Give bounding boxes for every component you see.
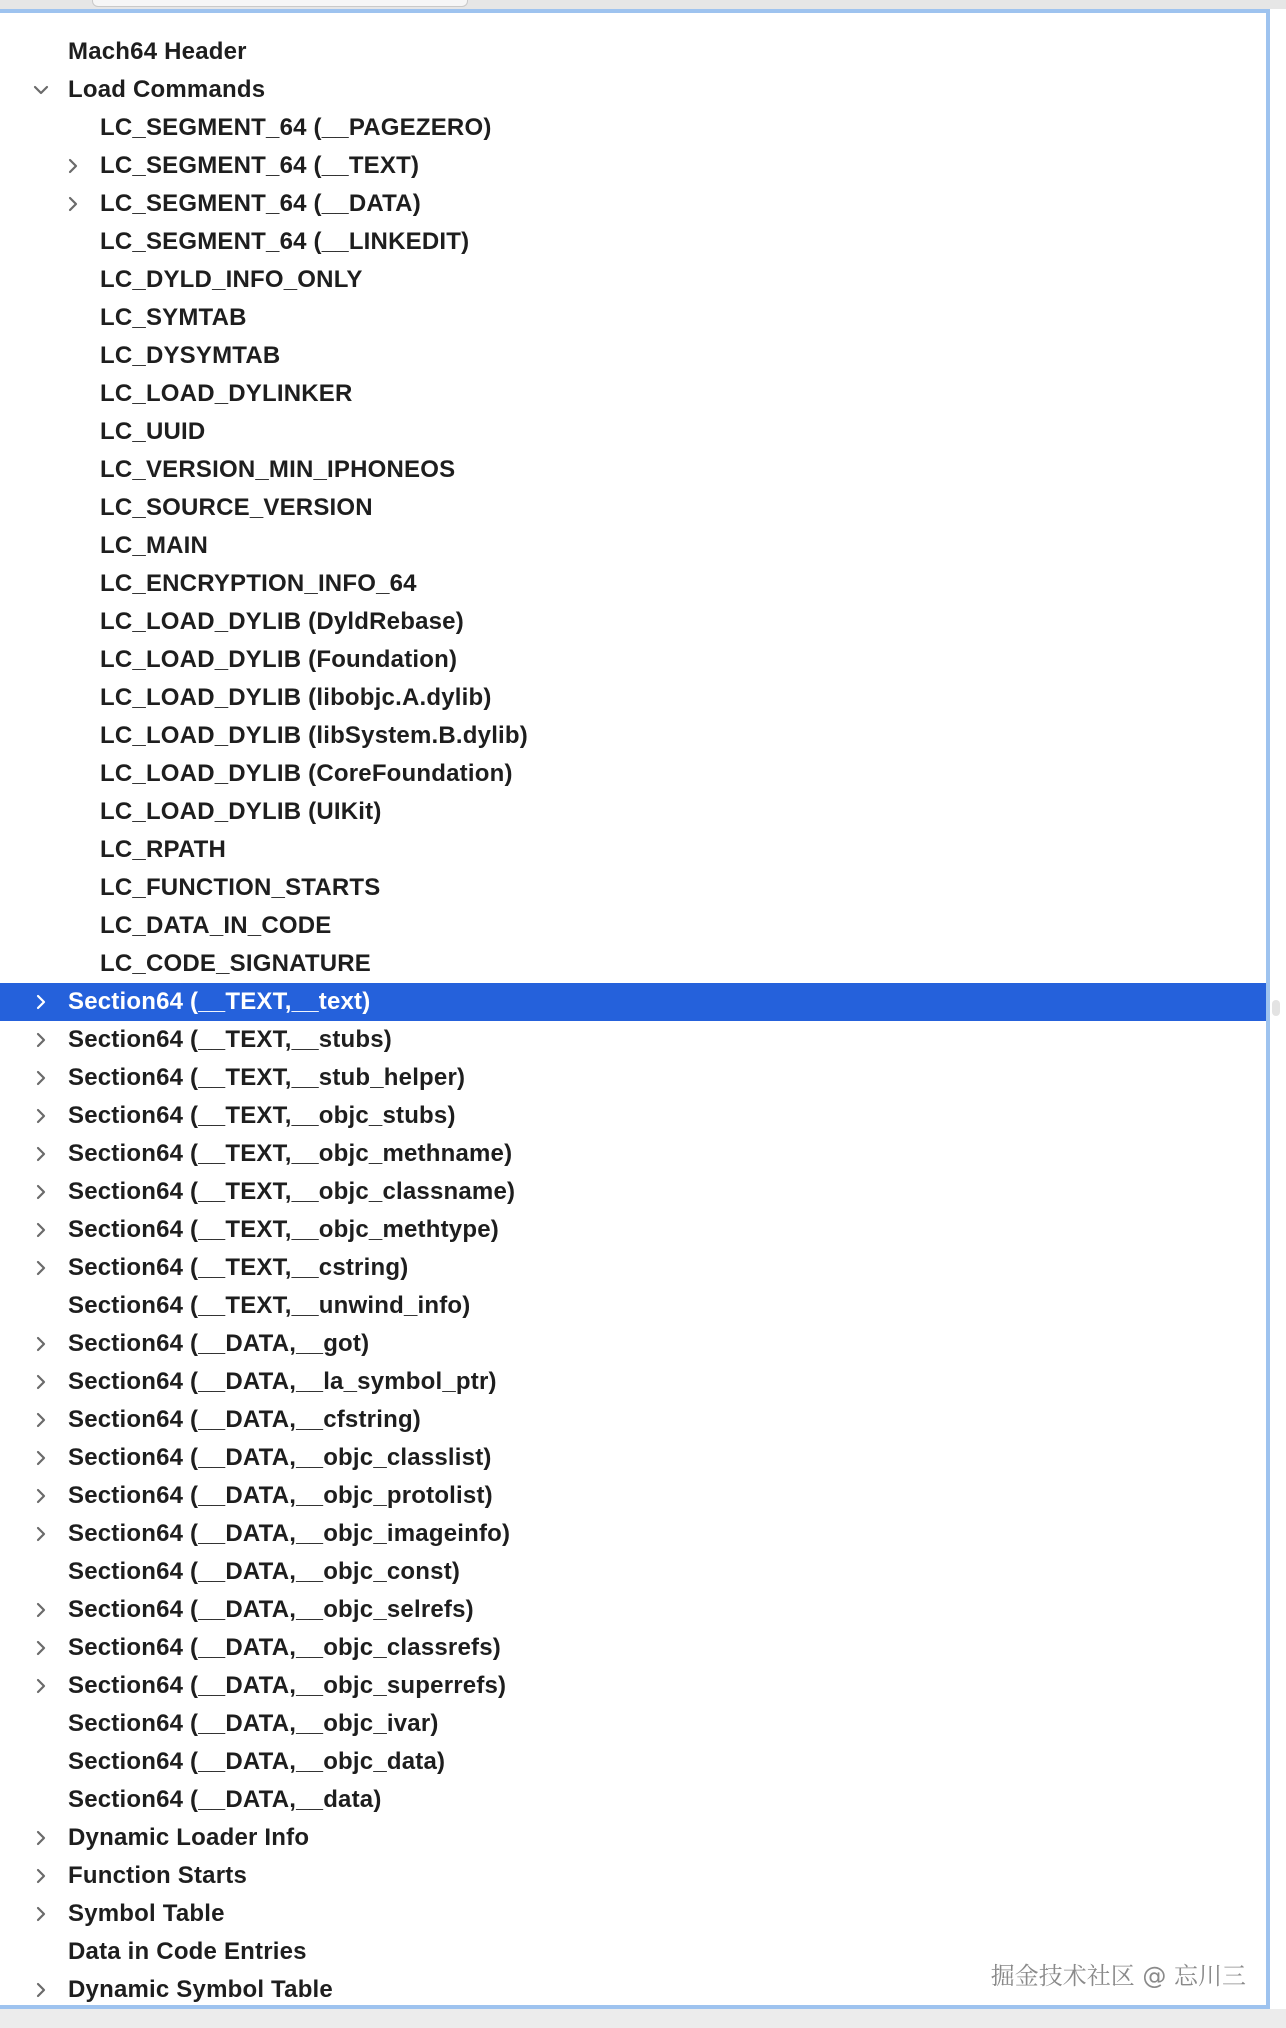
tree-list <box>0 33 1266 2009</box>
tree-row-label: LC_LOAD_DYLIB (CoreFoundation) <box>100 760 513 787</box>
chevron-right-icon[interactable] <box>32 1183 50 1201</box>
tree-row-label: Section64 (__DATA,__cfstring) <box>68 1406 421 1433</box>
tree-row[interactable] <box>0 527 1266 565</box>
tree-row-label: Function Starts <box>68 1862 248 1889</box>
chevron-right-icon[interactable] <box>32 1373 50 1391</box>
tree-row-label: Section64 (__DATA,__got) <box>68 1330 370 1357</box>
tree-row-label: Section64 (__TEXT,__text) <box>68 988 371 1015</box>
tree-row-label: LC_SEGMENT_64 (__LINKEDIT) <box>100 228 470 255</box>
window-bottom-bar <box>0 2009 1286 2028</box>
tree-row[interactable] <box>0 185 1266 223</box>
tree-row-label: LC_LOAD_DYLIB (libobjc.A.dylib) <box>100 684 492 711</box>
tree-row-label: Section64 (__TEXT,__objc_methname) <box>68 1140 513 1167</box>
tree-row-label: Mach64 Header <box>68 38 247 65</box>
top-tab[interactable] <box>92 0 468 7</box>
chevron-right-icon[interactable] <box>32 1107 50 1125</box>
tree-row[interactable] <box>0 147 1266 185</box>
tree-row[interactable] <box>0 717 1266 755</box>
tree-row[interactable] <box>0 1477 1266 1515</box>
tree-row-label: Section64 (__DATA,__objc_ivar) <box>68 1710 439 1737</box>
tree-row[interactable] <box>0 641 1266 679</box>
tree-row-label: LC_VERSION_MIN_IPHONEOS <box>100 456 456 483</box>
tree-row[interactable] <box>0 1895 1266 1933</box>
outline-view[interactable] <box>0 9 1270 2009</box>
tree-row[interactable] <box>0 831 1266 869</box>
tree-row-label: LC_MAIN <box>100 532 209 559</box>
tree-row-label: Section64 (__DATA,__objc_classrefs) <box>68 1634 501 1661</box>
chevron-right-icon[interactable] <box>32 1601 50 1619</box>
chevron-right-icon[interactable] <box>32 1639 50 1657</box>
tree-row[interactable] <box>0 1097 1266 1135</box>
tree-row-label: Data in Code Entries <box>68 1938 307 1965</box>
chevron-right-icon[interactable] <box>32 993 50 1011</box>
tree-row[interactable] <box>0 1363 1266 1401</box>
tree-row[interactable] <box>0 299 1266 337</box>
chevron-right-icon[interactable] <box>32 1905 50 1923</box>
chevron-right-icon[interactable] <box>32 1525 50 1543</box>
tree-row-label: Section64 (__TEXT,__stubs) <box>68 1026 392 1053</box>
tree-row[interactable] <box>0 1667 1266 1705</box>
tree-row[interactable] <box>0 983 1266 1021</box>
tree-row[interactable] <box>0 451 1266 489</box>
tree-row-label: LC_FUNCTION_STARTS <box>100 874 381 901</box>
tree-row-label: Section64 (__DATA,__objc_superrefs) <box>68 1672 507 1699</box>
tree-row-label: Dynamic Loader Info <box>68 1824 310 1851</box>
tree-row[interactable] <box>0 679 1266 717</box>
tree-row-label: Section64 (__DATA,__objc_const) <box>68 1558 461 1585</box>
tree-row[interactable] <box>0 1135 1266 1173</box>
tree-row-label: LC_LOAD_DYLIB (libSystem.B.dylib) <box>100 722 528 749</box>
tree-row-label: LC_UUID <box>100 418 206 445</box>
tree-row[interactable] <box>0 1021 1266 1059</box>
tree-row-label: LC_CODE_SIGNATURE <box>100 950 371 977</box>
tree-row-label: Dynamic Symbol Table <box>68 1976 333 2003</box>
tree-row[interactable] <box>0 1857 1266 1895</box>
tree-row[interactable] <box>0 1211 1266 1249</box>
tree-row[interactable] <box>0 223 1266 261</box>
tree-row-label: Section64 (__DATA,__objc_classlist) <box>68 1444 492 1471</box>
tree-row-label: LC_LOAD_DYLINKER <box>100 380 353 407</box>
tree-row[interactable] <box>0 33 1266 71</box>
top-strip <box>0 0 1286 9</box>
chevron-right-icon[interactable] <box>32 1677 50 1695</box>
tree-row-label: LC_DYLD_INFO_ONLY <box>100 266 363 293</box>
tree-row[interactable] <box>0 565 1266 603</box>
tree-row-label: LC_DYSYMTAB <box>100 342 281 369</box>
tree-row[interactable] <box>0 793 1266 831</box>
tree-row[interactable] <box>0 261 1266 299</box>
tree-row[interactable] <box>0 1059 1266 1097</box>
tree-row[interactable] <box>0 1249 1266 1287</box>
tree-row[interactable] <box>0 337 1266 375</box>
tree-row-label: Section64 (__DATA,__la_symbol_ptr) <box>68 1368 497 1395</box>
tree-row-label: Section64 (__DATA,__objc_selrefs) <box>68 1596 474 1623</box>
tree-row-label: Section64 (__DATA,__objc_imageinfo) <box>68 1520 511 1547</box>
chevron-right-icon[interactable] <box>64 157 82 175</box>
tree-row-label: Section64 (__TEXT,__objc_methtype) <box>68 1216 499 1243</box>
tree-row-label: Section64 (__DATA,__objc_data) <box>68 1748 446 1775</box>
tree-row[interactable] <box>0 71 1266 109</box>
chevron-right-icon[interactable] <box>32 1487 50 1505</box>
tree-row-label: LC_RPATH <box>100 836 227 863</box>
tree-row[interactable] <box>0 1781 1266 1819</box>
tree-row[interactable] <box>0 109 1266 147</box>
tree-row[interactable] <box>0 1743 1266 1781</box>
tree-row[interactable] <box>0 603 1266 641</box>
tree-row[interactable] <box>0 413 1266 451</box>
tree-row[interactable] <box>0 375 1266 413</box>
tree-row-label: LC_SEGMENT_64 (__PAGEZERO) <box>100 114 492 141</box>
tree-row[interactable] <box>0 1287 1266 1325</box>
tree-row[interactable] <box>0 869 1266 907</box>
tree-row-label: LC_LOAD_DYLIB (UIKit) <box>100 798 382 825</box>
tree-row[interactable] <box>0 907 1266 945</box>
tree-row-label: Section64 (__DATA,__objc_protolist) <box>68 1482 493 1509</box>
chevron-right-icon[interactable] <box>32 1411 50 1429</box>
tree-row[interactable] <box>0 1401 1266 1439</box>
tree-row-label: LC_DATA_IN_CODE <box>100 912 332 939</box>
tree-row-label: Symbol Table <box>68 1900 225 1927</box>
chevron-right-icon[interactable] <box>32 1449 50 1467</box>
chevron-right-icon[interactable] <box>64 195 82 213</box>
tree-row[interactable] <box>0 1705 1266 1743</box>
tree-row[interactable] <box>0 489 1266 527</box>
chevron-right-icon[interactable] <box>32 1069 50 1087</box>
chevron-right-icon[interactable] <box>32 1335 50 1353</box>
tree-row[interactable] <box>0 945 1266 983</box>
tree-row-label: LC_SEGMENT_64 (__DATA) <box>100 190 421 217</box>
tree-row[interactable] <box>0 1325 1266 1363</box>
chevron-right-icon[interactable] <box>32 1829 50 1847</box>
tree-row-label: LC_ENCRYPTION_INFO_64 <box>100 570 417 597</box>
tree-row[interactable] <box>0 1439 1266 1477</box>
tree-row-label: LC_SOURCE_VERSION <box>100 494 373 521</box>
tree-row-label: LC_SYMTAB <box>100 304 247 331</box>
chevron-down-icon[interactable] <box>32 81 50 99</box>
tree-row[interactable] <box>0 1553 1266 1591</box>
tree-row-label: Section64 (__DATA,__data) <box>68 1786 382 1813</box>
chevron-right-icon[interactable] <box>32 1259 50 1277</box>
tree-row-label: LC_LOAD_DYLIB (Foundation) <box>100 646 458 673</box>
tree-row[interactable] <box>0 1591 1266 1629</box>
tree-row[interactable] <box>0 1515 1266 1553</box>
chevron-right-icon[interactable] <box>32 1031 50 1049</box>
tree-row[interactable] <box>0 755 1266 793</box>
tree-row-label: Section64 (__TEXT,__unwind_info) <box>68 1292 471 1319</box>
chevron-right-icon[interactable] <box>32 1867 50 1885</box>
tree-row[interactable] <box>0 1173 1266 1211</box>
chevron-right-icon[interactable] <box>32 1981 50 1999</box>
chevron-right-icon[interactable] <box>32 1145 50 1163</box>
tree-row-label: LC_LOAD_DYLIB (DyldRebase) <box>100 608 464 635</box>
scrollbar-thumb[interactable] <box>1272 1000 1280 1016</box>
tree-row[interactable] <box>0 1629 1266 1667</box>
tree-row-label: Section64 (__TEXT,__cstring) <box>68 1254 409 1281</box>
tree-row[interactable] <box>0 1819 1266 1857</box>
watermark: 掘金技术社区 @ 忘川三 <box>990 1962 1246 1990</box>
tree-row-label: Section64 (__TEXT,__stub_helper) <box>68 1064 466 1091</box>
tree-row-label: LC_SEGMENT_64 (__TEXT) <box>100 152 420 179</box>
tree-row-label: Section64 (__TEXT,__objc_classname) <box>68 1178 516 1205</box>
tree-row-label: Load Commands <box>68 76 266 103</box>
tree-row-label: Section64 (__TEXT,__objc_stubs) <box>68 1102 456 1129</box>
chevron-right-icon[interactable] <box>32 1221 50 1239</box>
